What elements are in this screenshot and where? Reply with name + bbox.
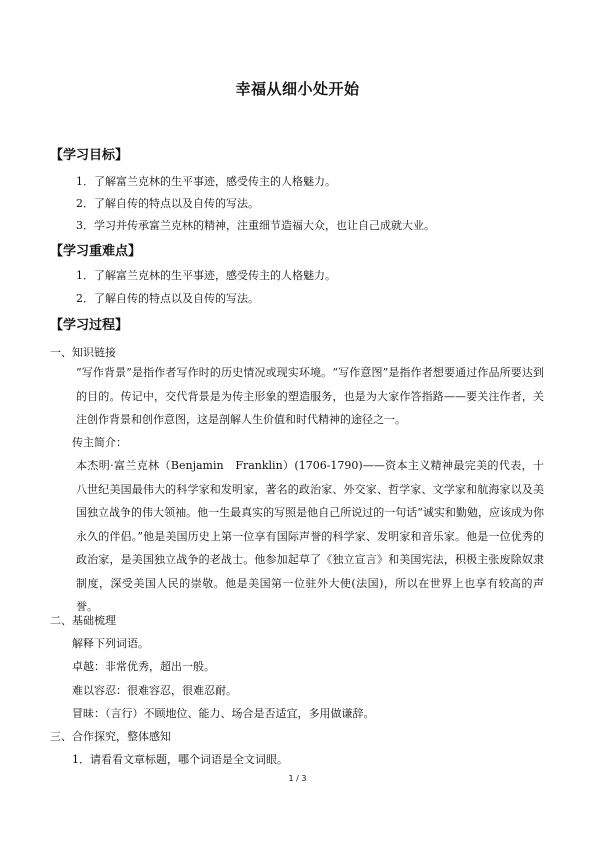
vocab-intro: 解释下列词语。 <box>72 637 149 650</box>
objective-item: 3．学习并传承富兰克林的精神，注重细节造福大众，也让自己成就大业。 <box>76 219 435 232</box>
bio-label: 传主简介： <box>72 436 127 449</box>
part3-title: 三、合作探究，整体感知 <box>50 730 171 743</box>
key-point-item: 1．了解富兰克林的生平事迹，感受传主的人格魅力。 <box>76 269 336 282</box>
bio-text: 本杰明·富兰克林（Benjamin Franklin）(1706-1790)——资本主义精神最完美的代表，十八世纪美国最伟大的科学家和发明家，著名的政治家、外交家、哲学家、文学家和航海家以及美国独立战争的伟大领袖。他一生最真实的写照是他自己所说过的一句话“诚实和勤勉，应该成为你永久的伴侣。”他是美国历史上第一位享有国际声誉的科学家、发明家和音乐家。他是一位优秀的政治家，是美国独立战争的老战士。他参加起草了《独立宣言》和美国宪法，积极主张废除奴隶制度，深受美国人民的崇敬。他是美国第一位驻外大使(法国)，所以在世界上也享有较高的声誉。 <box>76 459 544 613</box>
part2-title: 二、基础梳理 <box>50 614 116 627</box>
page-title: 幸福从细小处开始 <box>235 80 360 98</box>
question-item: 1．请看看文章标题，哪个词语是全文词眼。 <box>72 753 288 766</box>
objective-item: 1．了解富兰克林的生平事迹，感受传主的人格魅力。 <box>76 175 336 188</box>
background-text: “写作背景”是指作者写作时的历史情况或现实环境。“写作意图”是指作者想要通过作品所要达到的目的。传记中，交代背景是为传主形象的塑造服务，也是为大家作答指路——要关注作者，关注创作背景和创作意图，这是剖解人生价值和时代精神的途径之一。 <box>76 366 544 426</box>
bio-paragraph <box>50 454 544 619</box>
process-heading: 【学习过程】 <box>50 318 129 333</box>
key-points-heading: 【学习重难点】 <box>50 244 142 259</box>
key-point-item: 2．了解自传的特点以及自传的写法。 <box>76 292 259 305</box>
vocab-item: 冒昧：（言行）不顾地位、能力、场合是否适宜，多用做谦辞。 <box>72 707 375 720</box>
objective-item: 2．了解自传的特点以及自传的写法。 <box>76 197 259 210</box>
objectives-heading: 【学习目标】 <box>50 148 129 163</box>
vocab-item: 卓越：非常优秀，超出一般。 <box>72 660 215 673</box>
background-paragraph <box>50 361 544 432</box>
page-number: 1 / 3 <box>288 774 307 783</box>
vocab-item: 难以容忍：很难容忍，很难忍耐。 <box>72 684 237 697</box>
part1-title: 一、知识链接 <box>50 346 116 359</box>
